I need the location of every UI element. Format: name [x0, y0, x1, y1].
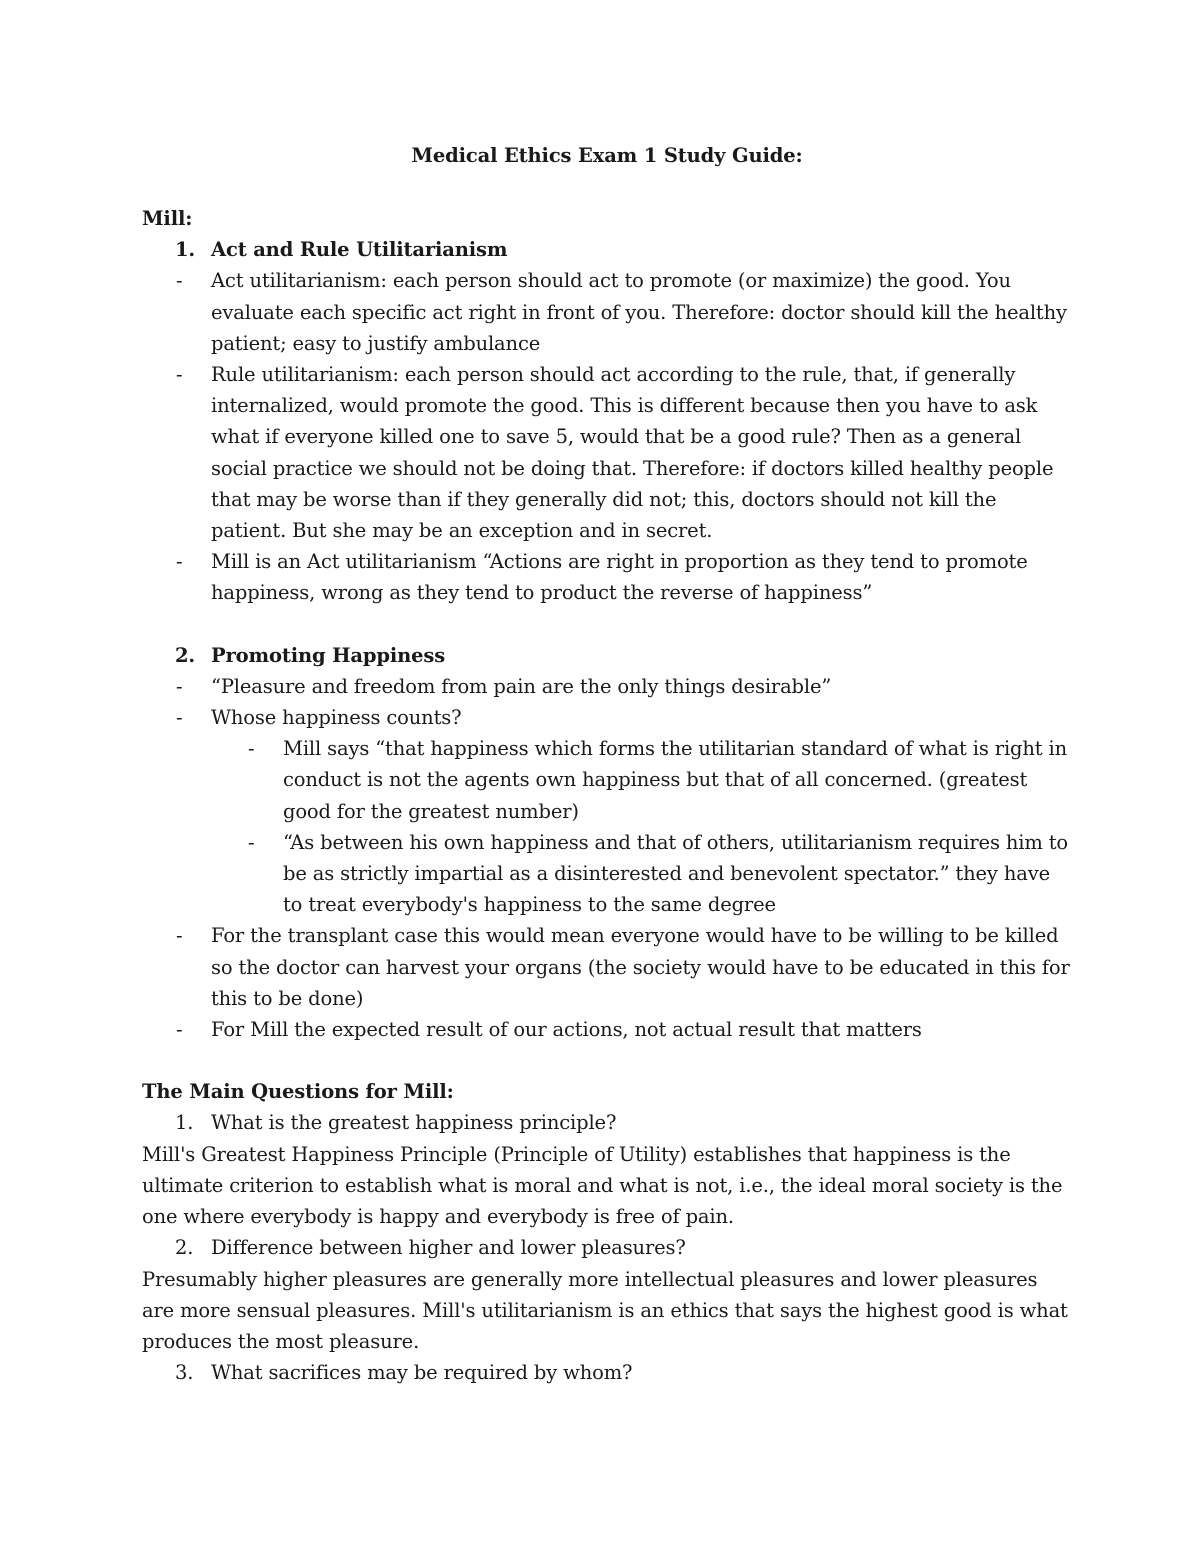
list-item: [142, 265, 1072, 359]
answer-paragraph: Mill's Greatest Happiness Principle (Principle of Utility) establishes that happiness is the ultimate criterion to establish what is moral and what is not, i.e., the ideal moral society is the one where everybody is happy and everybody is free of pain.: [142, 1142, 1063, 1229]
section-heading-mill: Mill:: [142, 207, 193, 230]
list-number: 1.: [175, 1111, 194, 1135]
sub-list-item-text: “As between his own happiness and that of others, utilitarianism requires him to be as strictly impartial as a disinterested and benevolent spectator.” they have to treat everybody's happiness to the same degree: [283, 830, 1069, 917]
spacer: [142, 172, 1072, 203]
list-item: [142, 359, 1072, 546]
list-number: 1.: [175, 238, 196, 262]
sub-list-item: [142, 733, 1072, 827]
dash-marker: -: [176, 1018, 183, 1042]
list-item-text: “Pleasure and freedom from pain are the only things desirable”: [211, 674, 832, 698]
document-body: [142, 140, 1072, 1388]
question-text: What is the greatest happiness principle?: [211, 1111, 617, 1135]
list-item-text: Rule utilitarianism: each person should act according to the rule, that, if generally internalized, would promote the good. This is different because then you have to ask what if everyone killed one to save 5, would that be a good rule? Then as a general social practice we should not be doing that. Therefore: if doctors killed healthy people that may be worse than if they generally did not; this, doctors should not kill the patient. But she may be an exception and in secret.: [211, 363, 1054, 543]
question-item: [142, 1357, 1072, 1388]
spacer: [142, 1045, 1072, 1076]
list-item-text: For Mill the expected result of our actions, not actual result that matters: [211, 1018, 922, 1042]
question-item: [142, 1107, 1072, 1138]
list-number: 2.: [175, 643, 196, 667]
dash-marker: -: [176, 674, 183, 698]
section-heading-questions: The Main Questions for Mill:: [142, 1080, 454, 1104]
question-text: Difference between higher and lower pleasures?: [211, 1236, 686, 1260]
list-item: [142, 920, 1072, 1014]
list-item-text: For the transplant case this would mean everyone would have to be willing to be killed so the doctor can harvest your organs (the society would have to be educated in this for this to be done): [211, 924, 1070, 1010]
numbered-heading-label: Act and Rule Utilitarianism: [211, 238, 508, 262]
list-number: 2.: [175, 1236, 194, 1260]
list-item: [142, 671, 1072, 702]
dash-marker: -: [176, 924, 183, 948]
dash-marker: -: [176, 269, 183, 293]
list-item: [142, 546, 1072, 608]
numbered-heading: [142, 640, 1072, 671]
numbered-heading-label: Promoting Happiness: [211, 643, 446, 667]
numbered-heading: [142, 234, 1072, 265]
answer-paragraph: Presumably higher pleasures are generally more intellectual pleasures and lower pleasures are more sensual pleasures. Mill's utilitarianism is an ethics that says the highest good is what produces the most pleasure.: [142, 1267, 1068, 1353]
sub-list-item: [142, 827, 1072, 921]
spacer: [142, 609, 1072, 640]
list-item-text: Whose happiness counts?: [211, 706, 462, 730]
sub-list-item-text: Mill says “that happiness which forms the utilitarian standard of what is right in conduct is not the agents own happiness but that of all concerned. (greatest good for the greatest number): [283, 737, 1068, 823]
list-item: [142, 1014, 1072, 1045]
dash-marker: -: [248, 830, 255, 854]
question-text: What sacrifices may be required by whom?: [211, 1361, 633, 1385]
page-title: Medical Ethics Exam 1 Study Guide:: [411, 144, 803, 167]
question-item: [142, 1232, 1072, 1263]
dash-marker: -: [176, 706, 183, 730]
list-item-text: Mill is an Act utilitarianism “Actions are right in proportion as they tend to promote happiness, wrong as they tend to product the reverse of happiness”: [211, 550, 1028, 605]
list-item: [142, 702, 1072, 733]
list-item-text: Act utilitarianism: each person should act to promote (or maximize) the good. You evaluate each specific act right in front of you. Therefore: doctor should kill the healthy patient; easy to justify ambulance: [211, 269, 1067, 355]
dash-marker: -: [176, 550, 183, 574]
dash-marker: -: [248, 737, 255, 761]
dash-marker: -: [176, 363, 183, 387]
list-number: 3.: [175, 1361, 194, 1385]
